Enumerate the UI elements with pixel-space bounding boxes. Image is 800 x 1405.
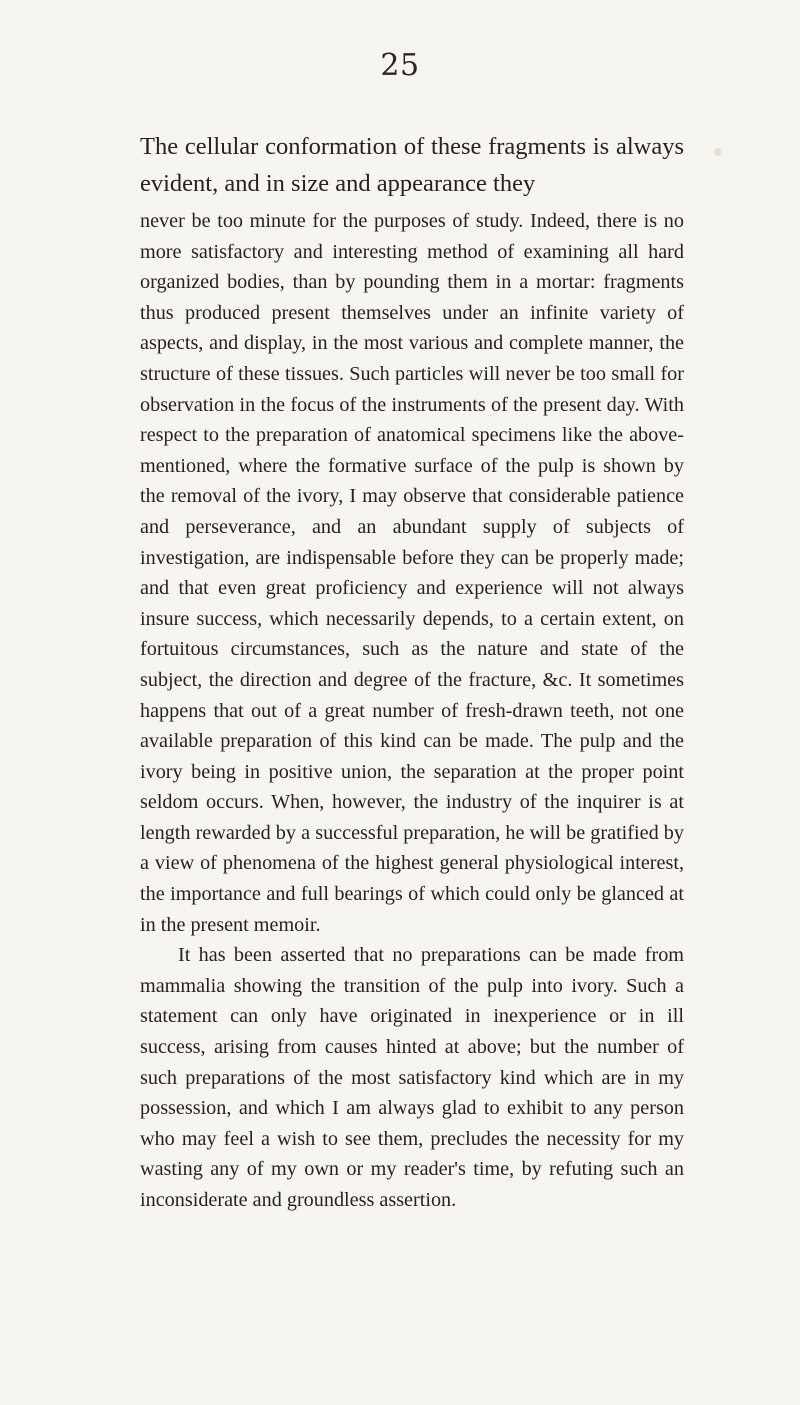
page-number: 25 <box>380 48 420 83</box>
final-paragraph: It has been asserted that no preparations can be made from mammalia showing the transition of the pulp into ivory. Such a statement can only have originated in inexperience or in ill success, arising from causes hinted at above; but the number of such preparations of the most satisfactory kind which are in my possession, and which I am always glad to exhibit to any person who may feel a wish to see them, precludes the necessity for my wasting any of my own or my reader's time, by refuting such an inconsiderate and groundless assertion. <box>140 944 684 1211</box>
continuation-paragraph: never be too minute for the purposes of study. Indeed, there is no more satisfactory and interesting method of examining all hard organized bodies, than by pounding them in a mortar: fragments thus produced present themselves under an infinite variety of aspects, and display, in the most various and complete manner, the structure of these tissues. Such particles will never be too small for observation in the focus of the instruments of the present day. With respect to the preparation of anatomical specimens like the above-mentioned, where the formative surface of the pulp is shown by the removal of the ivory, I may observe that considerable patience and perseverance, and an abundant supply of subjects of investigation, are indispensable before they can be properly made; and that even great proficiency and experience will not always insure success, which necessarily depends, to a certain extent, on fortuitous circumstances, such as the nature and state of the subject, the direction and degree of the fracture, &c. It sometimes happens that out of a great number of fresh-drawn teeth, not one available preparation of this kind can be made. The pulp and the ivory being in positive union, the separation at the proper point seldom occurs. When, however, the industry of the inquirer is at length rewarded by a successful preparation, he will be gratified by a view of phenomena of the highest general physiological interest, the importance and full bearings of which could only be glanced at in the present memoir. <box>140 210 684 936</box>
page-text <box>140 128 684 1216</box>
paper-speck <box>714 148 722 156</box>
lead-paragraph: The cellular conformation of these fragments is always evident, and in size and appearance they <box>140 133 684 197</box>
